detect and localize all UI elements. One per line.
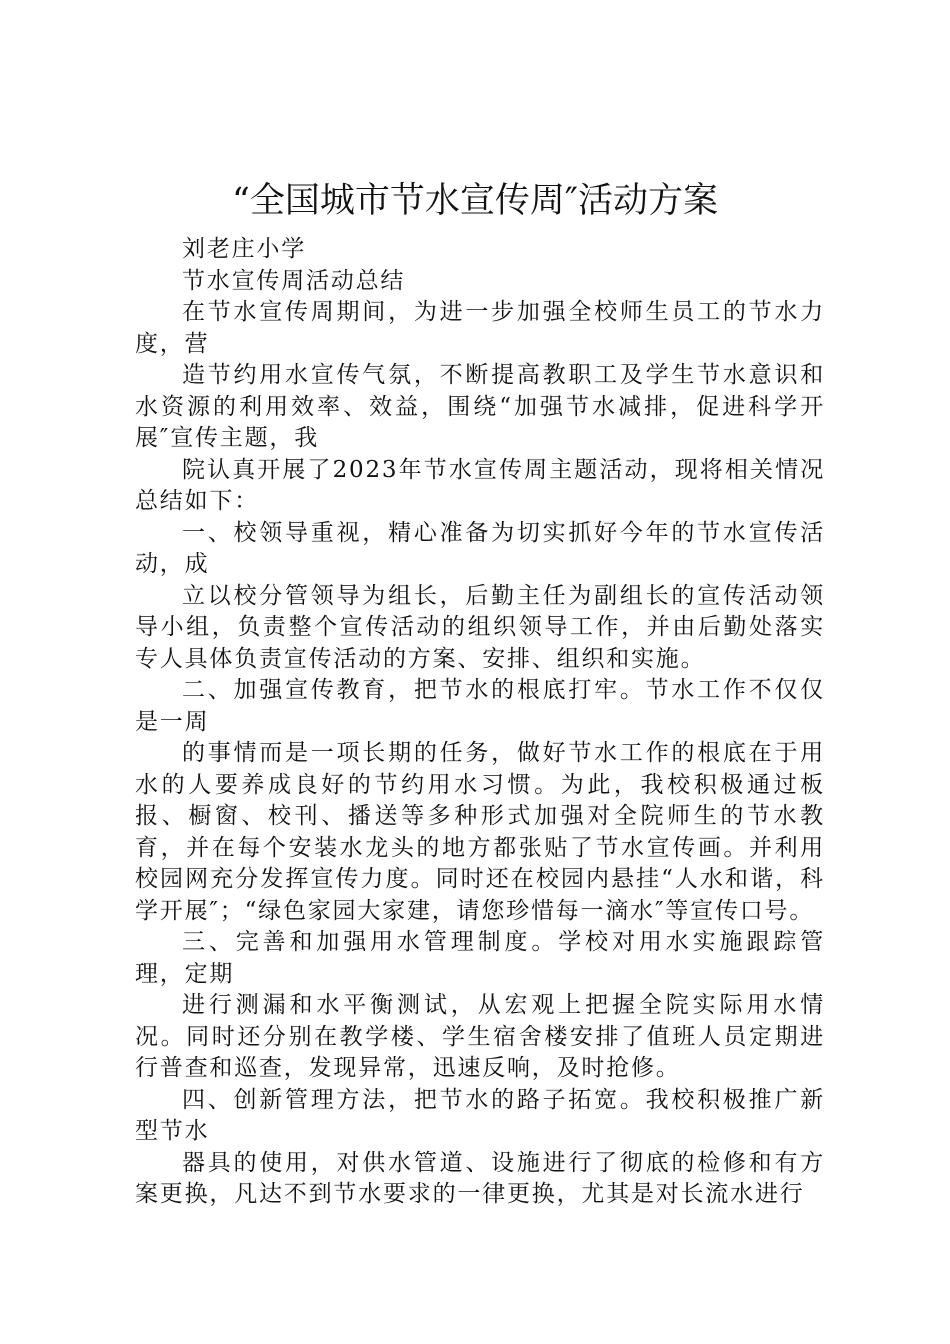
document-title: “全国城市节水宣传周″活动方案 [232, 181, 718, 221]
paragraph: 在节水宣传周期间，为进一步加强全校师生员工的节水力度，营 [135, 299, 825, 357]
paragraph: 的事情而是一项长期的任务，做好节水工作的根底在于用水的人要养成良好的节约用水习惯。为此，我校积极通过板报、橱窗、校刊、播送等多种形式加强对全院师生的节水教育，并在每个安装水龙头的地方都张贴了节水宣传画。并利用校园网充分发挥宣传力度。同时还在校园内悬挂“人水和谐，科学开展″；“绿色家园大家建，请您珍惜每一滴水″等宣传口号。 [135, 740, 825, 924]
paragraph-section-2: 二、加强宣传教育，把节水的根底打牢。节水工作不仅仅是一周 [135, 677, 825, 735]
paragraph: 立以校分管领导为组长，后勤主任为副组长的宣传活动领导小组，负责整个宣传活动的组织领导工作，并由后勤处落实专人具体负责宣传活动的方案、安排、组织和实施。 [135, 582, 825, 672]
paragraph: 器具的使用，对供水管道、设施进行了彻底的检修和有方案更换，凡达不到节水要求的一律更换，尤其是对长流水进行 [135, 1149, 825, 1207]
paragraph-section-3: 三、完善和加强用水管理制度。学校对用水实施跟踪管理，定期 [135, 929, 825, 987]
paragraph-subtitle: 节水宣传周活动总结 [182, 267, 406, 294]
document-body [135, 234, 825, 1211]
paragraph-section-4: 四、创新管理方法，把节水的路子拓宽。我校积极推广新型节水 [135, 1086, 825, 1144]
paragraph-section-1: 一、校领导重视，精心准备为切实抓好今年的节水宣传活动，成 [135, 519, 825, 577]
paragraph-school-name: 刘老庄小学 [182, 236, 306, 262]
paragraph: 造节约用水宣传气氛，不断提高教职工及学生节水意识和水资源的利用效率、效益，围绕“加强节水减排，促进科学开展″宣传主题，我 [135, 362, 825, 451]
paragraph: 进行测漏和水平衡测试，从宏观上把握全院实际用水情况。同时还分别在教学楼、学生宿舍楼安排了值班人员定期进行普查和巡查，发现异常，迅速反响，及时抢修。 [135, 992, 825, 1081]
paragraph: 院认真开展了2023年节水宣传周主题活动，现将相关情况总结如下： [135, 456, 825, 514]
